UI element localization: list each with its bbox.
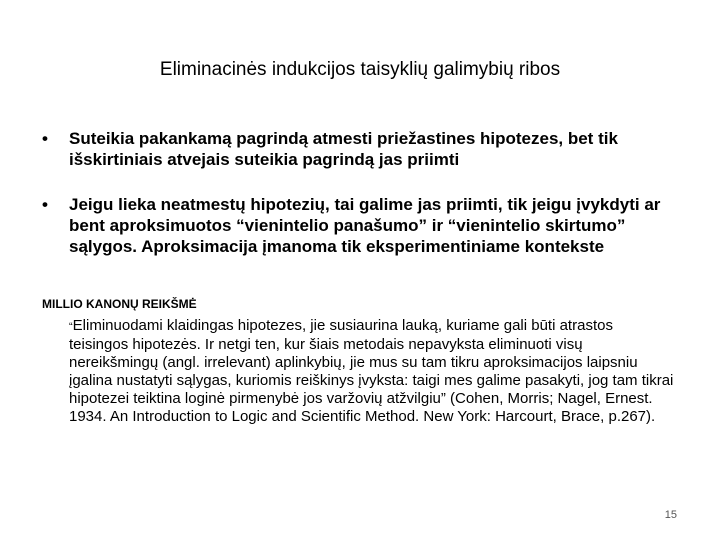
bullet-marker: • — [42, 195, 48, 214]
section-heading: MILLIO KANONŲ REIKŠMĖ — [42, 297, 197, 311]
bullet-text: Suteikia pakankamą pagrindą atmesti priežastines hipotezes, bet tik išskirtiniais atvejais suteikia pagrindą jas priimti — [69, 129, 618, 169]
bullet-item — [42, 194, 692, 257]
bullet-item — [42, 128, 692, 170]
bullet-text: Jeigu lieka neatmestų hipotezių, tai galime jas priimti, tik jeigu įvykdyti ar bent aproksimuotos “vienintelio panašumo” ir “vienintelio skirtumo” sąlygos. Aproksimacija įmanoma tik eksperimentiniame kontekste — [69, 195, 661, 256]
slide-title: Eliminacinės indukcijos taisyklių galimybių ribos — [159, 59, 561, 80]
quote-text: Eliminuodami klaidingas hipotezes, jie susiaurina lauką, kuriame gali būti atrastos teisingos hipotezės. Ir netgi ten, kur šiais metodais nepavyksta eliminuoti visų nereikšmingų (angl. irrelevant) aplinkybių, jie mus su tam tikru aproksimacijos laipsniu įgalina nustatyti sąlygas, kuriomis reiškinys įvyksta: taigi mes galime pasakyti, jog tam tikrai hipotezei teiktina loginė pirmenybė jos varžovių atžvilgiu” (Cohen, Morris; Nagel, Ernest. 1934. An Introduction to Logic and Scientific Method. New York: Harcourt, Brace, p.267). — [69, 317, 674, 425]
bullet-marker: • — [42, 129, 48, 148]
page-number: 15 — [664, 509, 677, 521]
quote-open-mark: “ — [69, 321, 73, 333]
quote-block — [69, 317, 674, 426]
